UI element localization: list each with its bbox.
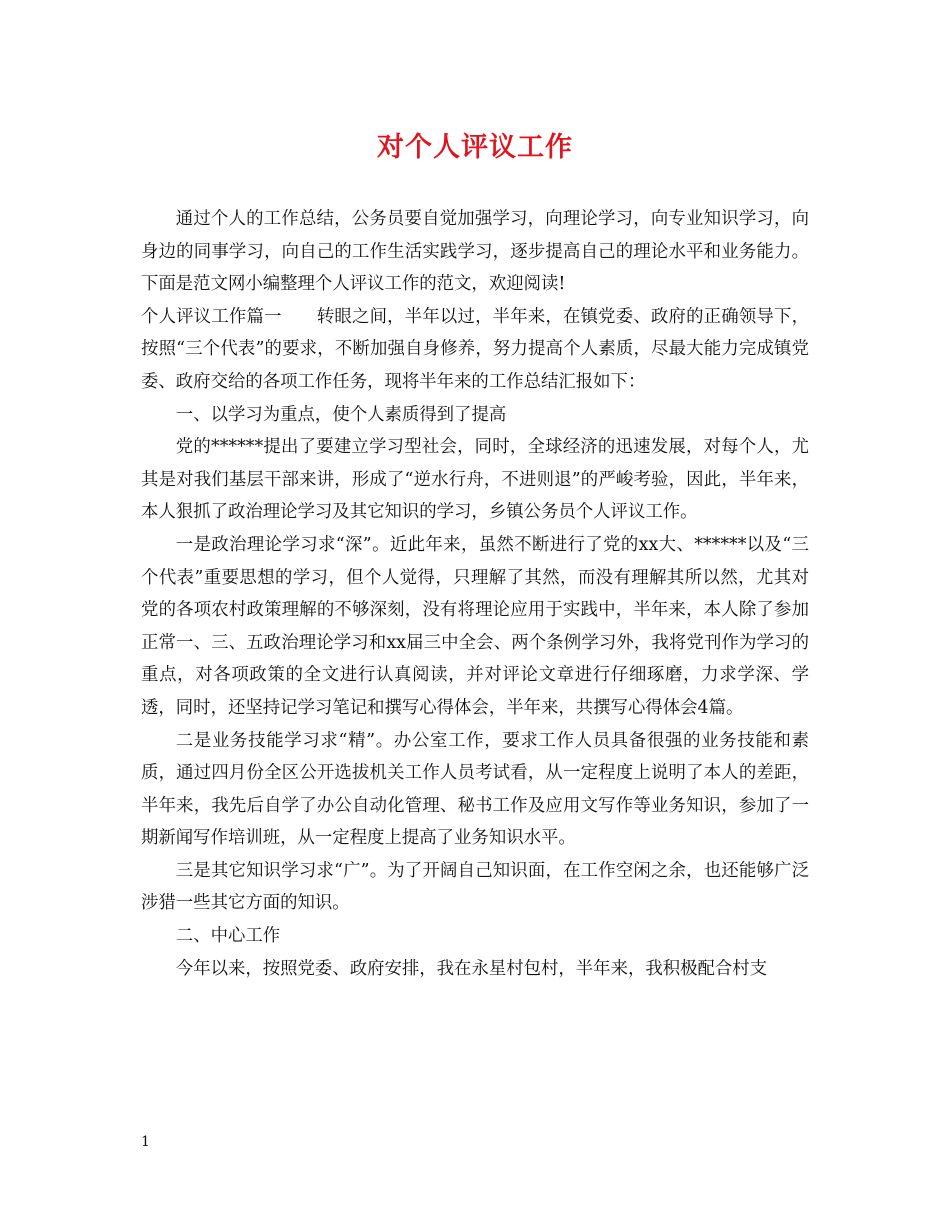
document-title: 对个人评议工作 bbox=[377, 132, 573, 163]
paragraph-other-knowledge: 三是其它知识学习求“广”。为了开阔自己知识面，在工作空闲之余，也还能够广泛涉猎一些其它方面的知识。 bbox=[141, 860, 809, 914]
paragraph-central-work: 今年以来，按照党委、政府安排，我在永星村包村，半年来，我积极配合村支 bbox=[175, 958, 768, 979]
paragraph-study-intro: 党的******提出了要建立学习型社会，同时，全球经济的迅速发展，对每个人，尤其是对我们基层干部来讲，形成了“逆水行舟，不进则退”的严峻考验，因此，半年来，本人狠抓了政治理论学习及其它知识的学习，乡镇公务员个人评议工作。 bbox=[141, 437, 809, 523]
paragraph-business-skills: 二是业务技能学习求“精”。办公室工作，要求工作人员具备很强的业务技能和素质，通过四月份全区公开选拔机关工作人员考试看，从一定程度上说明了本人的差距，半年来，我先后自学了办公自动化管理、秘书工作及应用文写作等业务知识，参加了一期新闻写作培训班，从一定程度上提高了业务知识水平。 bbox=[141, 730, 809, 849]
paragraph-article-one: 个人评议工作篇一 转眼之间，半年以过，半年来，在镇党委、政府的正确领导下，按照“三个代表”的要求，不断加强自身修养，努力提高个人素质，尽最大能力完成镇党委、政府交给的各项工作任务，现将半年来的工作总结汇报如下： bbox=[141, 306, 809, 392]
page-number: 1 bbox=[141, 1134, 150, 1150]
section-heading-central-work: 二、中心工作 bbox=[175, 926, 281, 947]
section-heading-study: 一、以学习为重点，使个人素质得到了提高 bbox=[175, 404, 507, 425]
paragraph-intro: 通过个人的工作总结，公务员要自觉加强学习，向理论学习，向专业知识学习，向身边的同事学习，向自己的工作生活实践学习，逐步提高自己的理论水平和业务能力。下面是范文网小编整理个人评议工作的范文，欢迎阅读! bbox=[141, 209, 809, 295]
document-body bbox=[141, 203, 809, 985]
paragraph-political-theory: 一是政治理论学习求“深”。近此年来，虽然不断进行了党的xx大、******以及“三个代表”重要思想的学习，但个人觉得，只理解了其然，而没有理解其所以然，尤其对党的各项农村政策理解的不够深刻，没有将理论应用于实践中，半年来，本人除了参加正常一、三、五政治理论学习和xx届三中全会、两个条例学习外，我将党刊作为学习的重点，对各项政策的全文进行认真阅读，并对评论文章进行仔细琢磨，力求学深、学透，同时，还坚持记学习笔记和撰写心得体会，半年来，共撰写心得体会4篇。 bbox=[141, 534, 809, 718]
